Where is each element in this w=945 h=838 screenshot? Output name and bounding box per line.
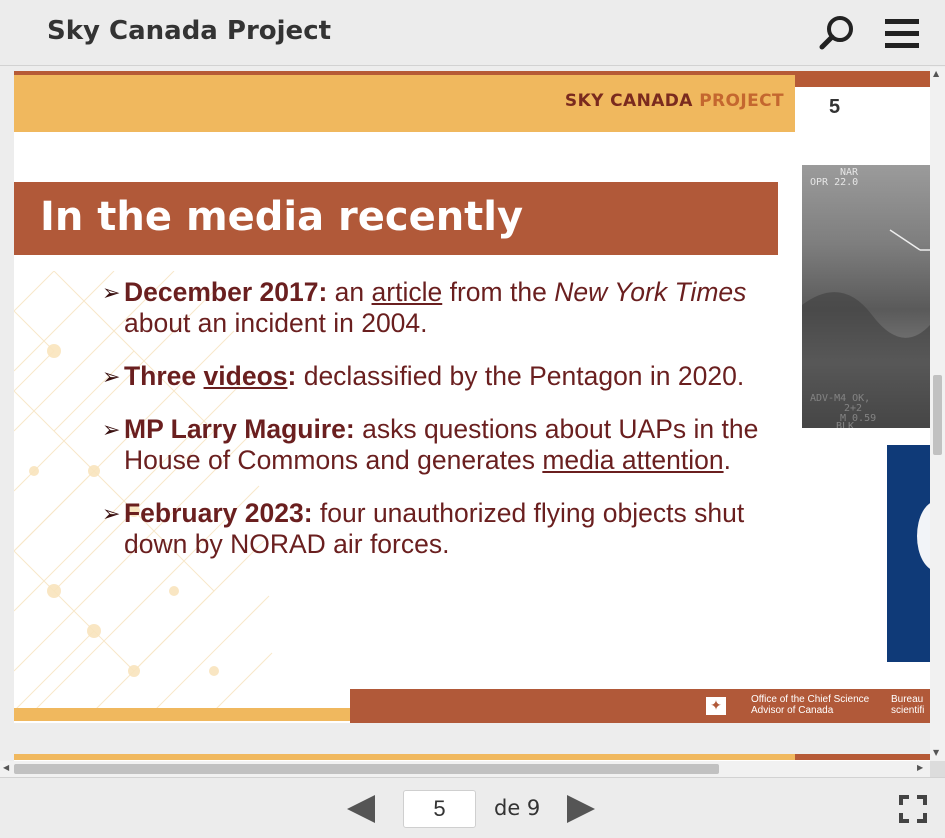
bullet-text: asks questions about UAPs in the House of Commons and generates (124, 414, 759, 475)
slide-title: In the media recently (40, 194, 524, 240)
arrow-bullet-icon: ➢ (102, 417, 121, 442)
arrow-bullet-icon: ➢ (102, 364, 121, 389)
footer-bureau-line: scientifi (891, 705, 925, 716)
bullet-item (102, 498, 792, 560)
prev-arrow-icon (345, 794, 377, 824)
bullet-text: about an incident in 2004. (124, 308, 428, 338)
slide-page (14, 71, 930, 723)
logo-sky-canada: SKY CANADA (564, 91, 693, 111)
bullet-bold: December 2017: (124, 277, 328, 307)
uap-video-still-image (802, 165, 930, 428)
app-title: Sky Canada Project (47, 16, 332, 46)
scrollbar-corner (930, 761, 945, 777)
scroll-right-icon[interactable]: ▶ (917, 763, 924, 772)
bullet-list (102, 277, 792, 582)
menu-button[interactable] (880, 14, 924, 54)
search-button[interactable] (815, 12, 859, 56)
bullet-text: four unauthorized flying objects shut down by NORAD air forces. (124, 498, 745, 559)
page-number-input[interactable]: 5 (403, 790, 476, 828)
scroll-left-icon[interactable]: ◀ (3, 763, 10, 772)
bullet-bold: February 2023: (124, 498, 313, 528)
bottom-nav-bar (0, 777, 945, 838)
vertical-scrollbar[interactable] (930, 67, 945, 761)
bullet-item (102, 277, 792, 339)
slide-header-logo (514, 91, 784, 111)
fullscreen-button[interactable] (898, 794, 928, 824)
article-link[interactable]: article (371, 277, 443, 307)
footer-bureau-text (891, 694, 930, 716)
page-count-label: de 9 (494, 796, 541, 820)
search-icon (815, 12, 859, 56)
scroll-down-icon[interactable]: ▼ (933, 748, 940, 757)
logo-project: PROJECT (699, 91, 784, 111)
balloon-shape (917, 501, 930, 571)
slide-number: 5 (829, 96, 841, 118)
horizontal-scrollbar[interactable] (0, 761, 930, 777)
document-viewer[interactable] (0, 67, 945, 777)
arrow-bullet-icon: ➢ (102, 501, 121, 526)
footer-bureau-line: Bureau (891, 694, 924, 705)
slide-header-right-strip (795, 71, 930, 87)
bullet-text: an (334, 277, 365, 307)
image-overlay-text: OPR 22.0 (810, 177, 859, 188)
bullet-bold-colon: : (287, 361, 297, 391)
media-attention-link[interactable]: media attention (542, 445, 724, 475)
next-arrow-icon (565, 794, 597, 824)
horizontal-scroll-thumb[interactable] (14, 764, 719, 774)
bullet-bold: MP Larry Maguire: (124, 414, 355, 444)
menu-icon (880, 14, 924, 54)
fullscreen-icon (898, 794, 928, 824)
top-bar (0, 0, 945, 66)
next-page-button[interactable] (565, 794, 597, 824)
arrow-bullet-icon: ➢ (102, 280, 121, 305)
vertical-scroll-thumb[interactable] (933, 375, 942, 455)
slide-header-strip (14, 71, 795, 75)
image-overlay-text: NAR (840, 167, 859, 178)
canada-flag-icon: ✦ (696, 697, 736, 715)
title-band (14, 182, 778, 255)
bullet-text: from the (449, 277, 547, 307)
footer-office-text: Office of the Chief Science Advisor of Canada (751, 694, 870, 716)
balloon-photo-image (887, 445, 930, 662)
next-slide-brown-strip (795, 754, 930, 760)
bullet-item (102, 361, 792, 392)
previous-page-button[interactable] (345, 794, 377, 824)
bullet-item (102, 414, 792, 476)
next-slide-orange-strip (14, 754, 795, 760)
image-reticle-icon (802, 165, 930, 428)
bullet-text: declassified by the Pentagon in 2020. (303, 361, 745, 391)
bullet-text: . (723, 445, 731, 475)
bullet-italic: New York Times (554, 277, 747, 307)
videos-link[interactable]: videos (203, 361, 288, 391)
scroll-up-icon[interactable]: ▲ (933, 69, 940, 78)
bullet-bold: Three (124, 361, 197, 391)
